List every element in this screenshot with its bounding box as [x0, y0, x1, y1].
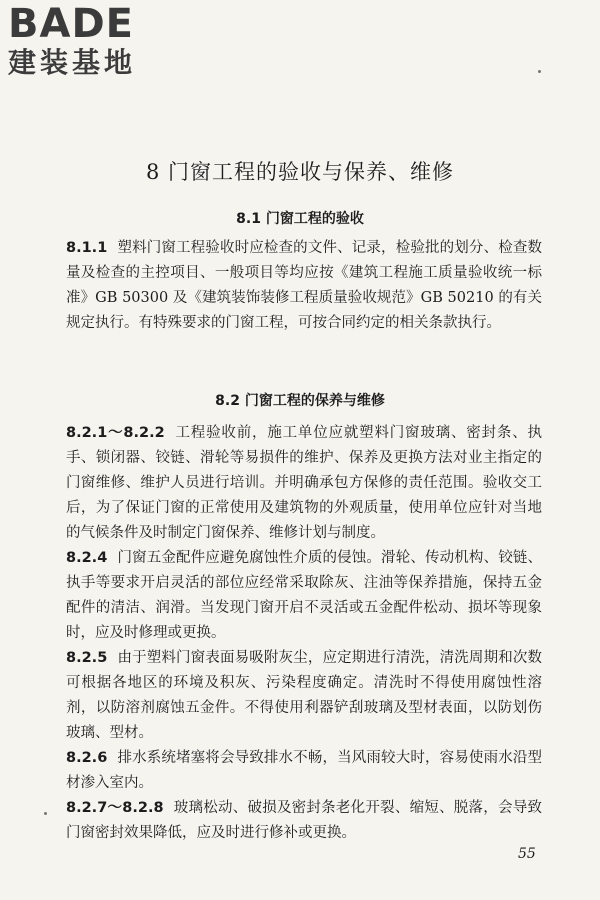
clause-8-1-1	[66, 236, 542, 336]
clause-number: 8.2.4	[66, 550, 108, 566]
clause-text: 排水系统堵塞将会导致排水不畅，当风雨较大时，容易使雨水沿型材渗入室内。	[66, 750, 542, 791]
clause-number: 8.2.6	[66, 750, 108, 766]
clause-number: 8.2.5	[66, 650, 108, 666]
clause-8-2-6	[66, 746, 542, 796]
clause-8-2-4	[66, 546, 542, 646]
logo	[8, 2, 178, 80]
section-title-8-2: 8.2 门窗工程的保养与维修	[215, 393, 385, 409]
page-number: 55	[518, 846, 536, 862]
clause-text: 塑料门窗工程验收时应检查的文件、记录，检验批的划分、检查数量及检查的主控项目、一般项目等均应按《建筑工程施工质量验收统一标准》GB 50300 及《建筑装饰装修工程质量验收规范》GB 50210 的有关规定执行。有特殊要求的门窗工程，可按合同约定的相关条款执行。	[66, 240, 542, 331]
clause-number: 8.2.1～8.2.2	[66, 425, 165, 441]
clause-text: 门窗五金配件应避免腐蚀性介质的侵蚀。滑轮、传动机构、铰链、执手等要求开启灵活的部位应经常采取除灰、注油等保养措施，保持五金配件的清洁、润滑。当发现门窗开启不灵活或五金配件松动、损坏等现象时，应及时修理或更换。	[66, 550, 542, 641]
logo-subtitle: 建装基地	[8, 46, 137, 79]
clause-number: 8.2.7～8.2.8	[66, 800, 164, 816]
section-title-8-1: 8.1 门窗工程的验收	[236, 211, 364, 227]
clause-text: 由于塑料门窗表面易吸附灰尘，应定期进行清洗，清洗周期和次数可根据各地区的环境及积灰、污染程度确定。清洗时不得使用腐蚀性溶剂，以防溶剂腐蚀五金件。不得使用利器铲刮玻璃及型材表面，以防划伤玻璃、型材。	[66, 650, 542, 741]
scan-speck	[44, 812, 47, 815]
logo-mark: BADE	[8, 1, 134, 47]
clause-8-2-1	[66, 421, 542, 546]
clause-number: 8.1.1	[66, 240, 108, 256]
clause-text: 玻璃松动、破损及密封条老化开裂、缩短、脱落，会导致门窗密封效果降低，应及时进行修补或更换。	[66, 800, 542, 841]
clause-8-2-5	[66, 646, 542, 746]
clause-8-2-7	[66, 796, 542, 846]
scan-speck	[538, 70, 541, 73]
chapter-title: 8 门窗工程的验收与保养、维修	[145, 160, 455, 184]
clause-text: 工程验收前，施工单位应就塑料门窗玻璃、密封条、执手、锁闭器、铰链、滑轮等易损件的维护、保养及更换方法对业主指定的门窗维修、维护人员进行培训。并明确承包方保修的责任范围。验收交工后，为了保证门窗的正常使用及建筑物的外观质量，使用单位应针对当地的气候条件及时制定门窗保养、维修计划与制度。	[66, 425, 542, 541]
